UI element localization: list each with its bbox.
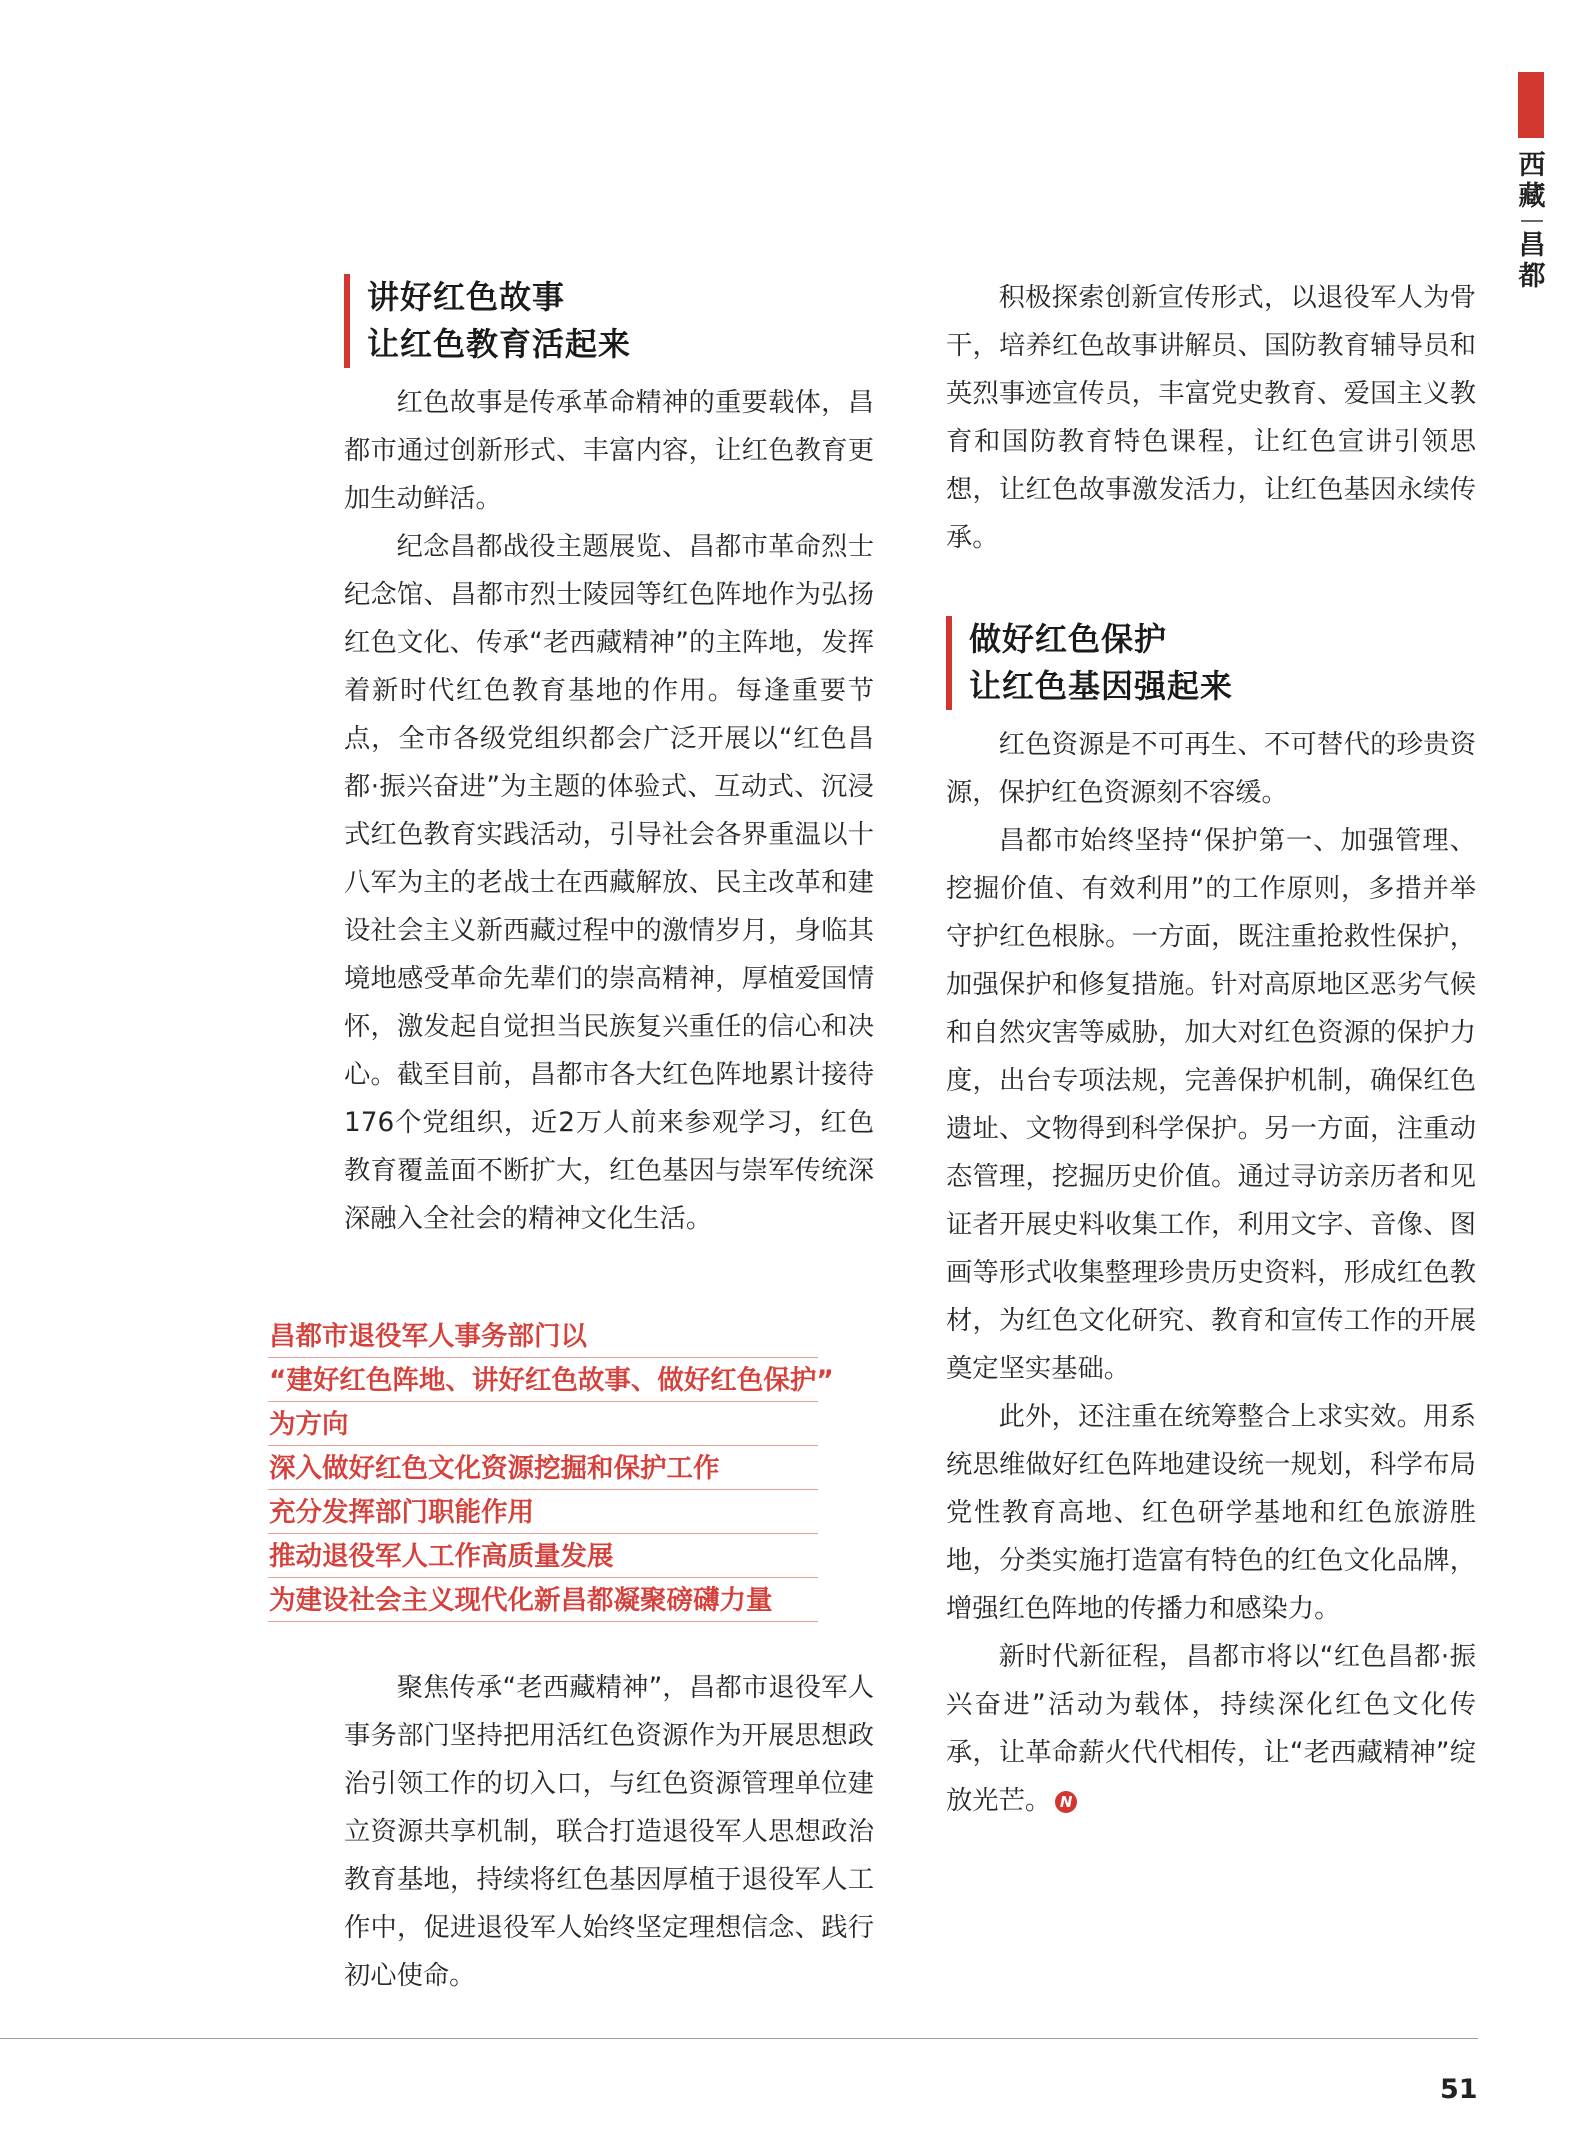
pull-quote-line: 深入做好红色文化资源挖掘和保护工作	[268, 1449, 818, 1490]
paragraph: 此外，还注重在统筹整合上求实效。用系统思维做好红色阵地建设统一规划，科学布局党性教育高地、红色研学基地和红色旅游胜地，分类实施打造富有特色的红色文化品牌，增强红色阵地的传播力和感染力。	[946, 1402, 1476, 1624]
section-tag-divider	[1521, 220, 1543, 222]
paragraph: 聚焦传承“老西藏精神”，昌都市退役军人事务部门坚持把用活红色资源作为开展思想政治引领工作的切入口，与红色资源管理单位建立资源共享机制，联合打造退役军人思想政治教育基地，持续将红色基因厚植于退役军人工作中，促进退役军人始终坚定理想信念、践行初心使命。	[344, 1673, 874, 1991]
right-column	[946, 274, 1476, 1825]
paragraph-text: 新时代新征程，昌都市将以“红色昌都·振兴奋进”活动为载体，持续深化红色文化传承，让革命薪火代代相传，让“老西藏精神”绽放光芒。	[946, 1642, 1476, 1816]
paragraph: 纪念昌都战役主题展览、昌都市革命烈士纪念馆、昌都市烈士陵园等红色阵地作为弘扬红色文化、传承“老西藏精神”的主阵地，发挥着新时代红色教育基地的作用。每逢重要节点，全市各级党组织都会广泛开展以“红色昌都·振兴奋进”为主题的体验式、互动式、沉浸式红色教育实践活动，引导社会各界重温以十八军为主的老战士在西藏解放、民主改革和建设社会主义新西藏过程中的激情岁月，身临其境地感受革命先辈们的崇高精神，厚植爱国情怀，激发起自觉担当民族复兴重任的信心和决心。截至目前，昌都市各大红色阵地累计接待176个党组织，近2万人前来参观学习，红色教育覆盖面不断扩大，红色基因与崇军传统深深融入全社会的精神文化生活。	[344, 532, 874, 1234]
section-tag-top: 西藏	[1518, 150, 1546, 212]
pull-quote	[268, 1317, 834, 1625]
section-tag-bottom: 昌都	[1518, 230, 1546, 292]
section-heading-story	[344, 274, 874, 368]
footer-rule	[0, 2038, 1478, 2039]
section-heading-protection	[946, 616, 1476, 710]
paragraph: 昌都市始终坚持“保护第一、加强管理、挖掘价值、有效利用”的工作原则，多措并举守护红色根脉。一方面，既注重抢救性保护，加强保护和修复措施。针对高原地区恶劣气候和自然灾害等威胁，加大对红色资源的保护力度，出台专项法规，完善保护机制，确保红色遗址、文物得到科学保护。另一方面，注重动态管理，挖掘历史价值。通过寻访亲历者和见证者开展史料收集工作，利用文字、音像、图画等形式收集整理珍贵历史资料，形成红色教材，为红色文化研究、教育和宣传工作的开展奠定坚实基础。	[946, 826, 1476, 1384]
heading-line-2: 让红色基因强起来	[969, 667, 1234, 705]
paragraph: 积极探索创新宣传形式，以退役军人为骨干，培养红色故事讲解员、国防教育辅导员和英烈事迹宣传员，丰富党史教育、爱国主义教育和国防教育特色课程，让红色宣讲引领思想，让红色故事激发活力，让红色基因永续传承。	[946, 283, 1476, 553]
pull-quote-line: 昌都市退役军人事务部门以	[268, 1317, 818, 1358]
section-color-bar	[1518, 72, 1544, 138]
heading-line-1: 做好红色保护	[969, 620, 1168, 658]
pull-quote-line: 推动退役军人工作高质量发展	[268, 1537, 818, 1578]
pull-quote-line: 为方向	[268, 1405, 818, 1446]
section-tag	[1512, 150, 1552, 292]
left-column-bottom	[344, 1664, 874, 2000]
left-column-top	[344, 274, 874, 1243]
paragraph-final	[946, 1633, 1476, 1825]
paragraph: 红色资源是不可再生、不可替代的珍贵资源，保护红色资源刻不容缓。	[946, 730, 1476, 808]
end-mark-icon: N	[1055, 1791, 1077, 1813]
pull-quote-line: “建好红色阵地、讲好红色故事、做好红色保护”	[268, 1361, 818, 1402]
pull-quote-line: 为建设社会主义现代化新昌都凝聚磅礴力量	[268, 1581, 818, 1622]
pull-quote-line: 充分发挥部门职能作用	[268, 1493, 818, 1534]
paragraph: 红色故事是传承革命精神的重要载体，昌都市通过创新形式、丰富内容，让红色教育更加生动鲜活。	[344, 388, 874, 514]
page-number: 51	[1440, 2074, 1478, 2105]
heading-line-1: 讲好红色故事	[367, 278, 566, 316]
heading-line-2: 让红色教育活起来	[367, 325, 632, 363]
